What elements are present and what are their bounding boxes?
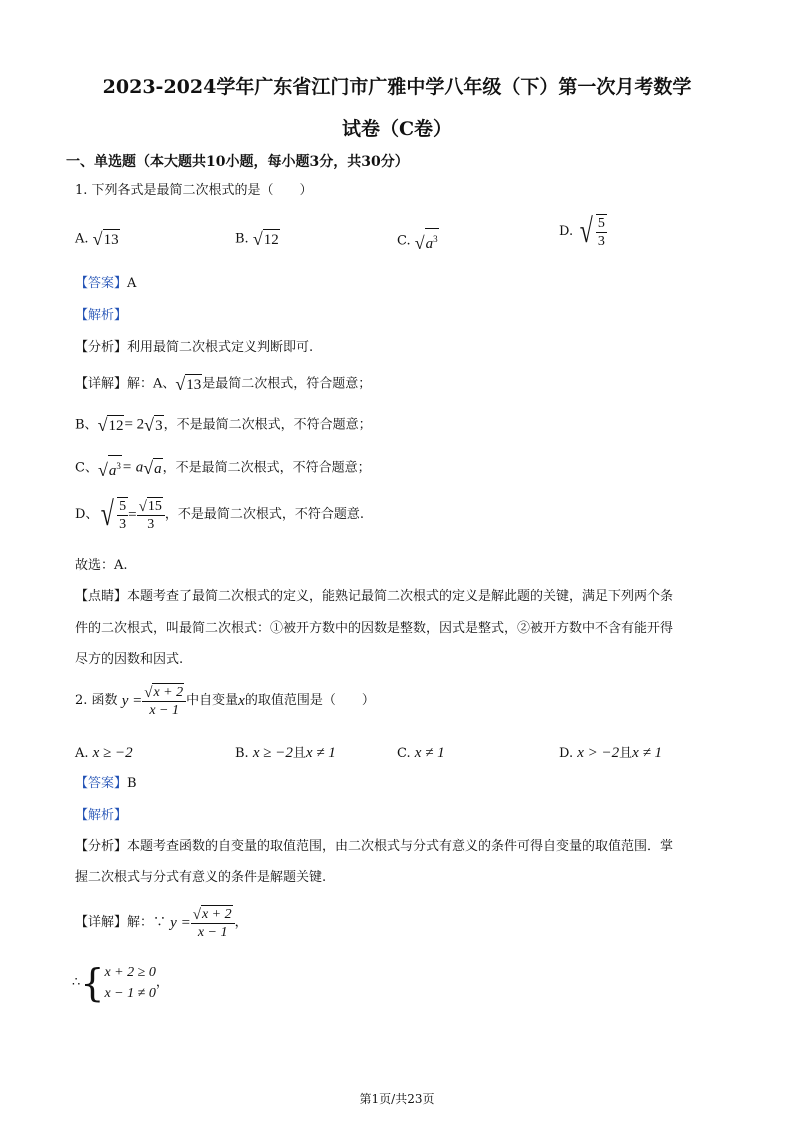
detail-text: ， — [155, 975, 169, 990]
sqrt-expression: √12 — [252, 229, 279, 249]
exponent: 3 — [116, 461, 121, 471]
point-text: 本题考查了最简二次根式的定义，能熟记最简二次根式的定义是解此题的关键，满足下列两个条 — [127, 589, 674, 604]
option-label: D. — [559, 746, 574, 761]
option-expression: x ≠ 1 — [632, 745, 663, 761]
q2-detail — [75, 905, 248, 941]
q1-option-d — [559, 214, 607, 250]
q1-choose: 故选：A. — [75, 558, 128, 573]
numerator: 5 — [119, 499, 127, 514]
option-label: C. — [397, 746, 411, 761]
q2-option-a — [75, 743, 133, 764]
sqrt-expression: √a — [143, 458, 162, 478]
detail-text: 解：∵ — [127, 915, 167, 930]
detail-tag: 【详解】 — [75, 915, 128, 930]
page-footer: 第1页/共23页 — [359, 1092, 435, 1106]
exponent: 3 — [433, 234, 438, 244]
answer-value: B — [127, 776, 137, 791]
denominator: 3 — [597, 234, 605, 249]
q1-detail-d — [75, 497, 364, 533]
radicand: x + 2 — [201, 907, 232, 922]
option-label: B. — [235, 231, 249, 247]
therefore-symbol: ∴ — [72, 975, 81, 990]
stem-text: 2. 函数 — [75, 693, 118, 708]
q1-answer — [75, 274, 136, 294]
sqrt-expression: √13 — [175, 374, 202, 394]
inequality: x − 1 ≠ 0 — [104, 986, 156, 1001]
q1-stem: 1. 下列各式是最简二次根式的是（ ） — [75, 183, 313, 198]
q2-analysis-tag: 【解析】 — [75, 808, 128, 823]
radicand: x + 2 — [153, 685, 184, 700]
q2-fenxi-line1 — [75, 837, 673, 857]
q1-detail-b — [75, 414, 372, 436]
detail-text: D、 — [75, 507, 99, 522]
equals-sign: = — [128, 507, 137, 523]
sqrt-expression: √3 — [144, 415, 163, 435]
q1-analysis-tag: 【解析】 — [75, 308, 128, 323]
detail-text: B、 — [75, 417, 98, 433]
fraction: $\frac{√x + 2}{x - 1}$ — [142, 683, 186, 719]
q2-option-d — [559, 743, 662, 764]
detail-text: ，不是最简二次根式，不符合题意； — [162, 460, 371, 476]
q1-detail-c — [75, 455, 371, 481]
function-y: y = — [121, 693, 143, 709]
detail-text: ，不是最简二次根式，不符合题意； — [163, 417, 372, 433]
detail-text: 解：A、 — [127, 376, 176, 392]
brace-icon: { — [80, 961, 105, 1005]
q2-option-c — [397, 743, 445, 764]
radicand: 12 — [107, 415, 124, 436]
answer-value: A — [127, 276, 137, 291]
fraction: $\frac{√x + 2}{x - 1}$ — [191, 905, 235, 941]
variable-x: x — [238, 693, 245, 709]
q1-option-b — [235, 228, 280, 250]
q1-option-a — [75, 228, 120, 250]
radicand: 13 — [185, 374, 202, 395]
option-conjunction: 且 — [619, 746, 633, 761]
equals-expression: = a — [121, 459, 144, 476]
radicand: a — [153, 458, 163, 479]
denominator: 3 — [147, 517, 155, 532]
detail-tag: 【详解】 — [75, 376, 128, 392]
answer-tag: 【答案】 — [75, 276, 128, 291]
option-expression: x > −2 — [577, 745, 620, 761]
sqrt-fraction: √ $\frac{5}{3}$ — [580, 213, 605, 250]
inequality: x + 2 ≥ 0 — [104, 965, 156, 980]
option-label: C. — [397, 233, 411, 249]
section-heading: 一、单选题（本大题共10小题，每小题3分，共30分） — [66, 154, 409, 170]
detail-text: ，不是最简二次根式，不符合题意. — [164, 507, 364, 522]
answer-tag: 【答案】 — [75, 776, 128, 791]
q1-point-line1 — [75, 587, 673, 607]
denominator: x − 1 — [149, 703, 179, 718]
radicand: 12 — [263, 229, 280, 250]
fenxi-tag: 【分析】 — [75, 839, 128, 854]
q1-option-c — [397, 228, 439, 254]
q1-fenxi — [75, 338, 313, 358]
numerator: 5 — [597, 216, 605, 231]
option-expression: x ≠ 1 — [414, 745, 445, 761]
option-expression: x ≠ 1 — [305, 745, 336, 761]
option-expression: x ≥ −2 — [252, 745, 293, 761]
option-label: A. — [75, 746, 89, 761]
stem-text: 的取值范围是（ ） — [244, 693, 375, 708]
sqrt-fraction: √ $\frac{5}{3}$ — [101, 496, 127, 533]
sqrt-expression: $√a^3$ — [98, 455, 122, 481]
fenxi-text: 利用最简二次根式定义判断即可. — [127, 340, 314, 355]
radicand: a — [108, 463, 117, 479]
radicand: a — [425, 236, 434, 252]
fraction: $\frac{√15}{3}$ — [137, 497, 165, 533]
option-label: D. — [559, 224, 574, 239]
sqrt-expression: √12 — [97, 415, 124, 435]
q2-stem — [75, 683, 375, 719]
detail-text: ， — [234, 915, 248, 930]
radicand: 13 — [103, 229, 120, 250]
fenxi-text: 本题考查函数的自变量的取值范围，由二次根式与分式有意义的条件可得自变量的取值范围．掌 — [127, 839, 674, 854]
q2-answer — [75, 774, 137, 794]
q2-system — [72, 962, 169, 1004]
point-tag: 【点睛】 — [75, 589, 128, 604]
q1-point-line3: 尽方的因数和因式. — [75, 652, 184, 667]
q2-option-b — [235, 743, 336, 764]
denominator: x − 1 — [197, 925, 228, 940]
detail-text: 是最简二次根式，符合题意； — [202, 376, 372, 392]
radicand: 15 — [147, 499, 162, 514]
option-expression: x ≥ −2 — [92, 745, 133, 761]
q1-point-line2: 件的二次根式，叫最简二次根式：①被开方数中的因数是整数，因式是整式，②被开方数中不含有能开得 — [75, 621, 674, 636]
radicand: 3 — [154, 415, 164, 436]
function-y: y = — [170, 915, 191, 931]
stem-text: 中自变量 — [186, 693, 239, 708]
sqrt-expression: $√a^3$ — [415, 228, 439, 254]
doc-title-line2: 试卷（C卷） — [341, 118, 453, 140]
option-label: B. — [235, 746, 249, 761]
denominator: 3 — [119, 517, 127, 532]
inequality-system — [104, 962, 155, 1004]
equals-expression: = 2 — [124, 416, 145, 433]
option-conjunction: 且 — [292, 746, 306, 761]
q2-fenxi-line2: 握二次根式与分式有意义的条件是解题关键. — [75, 870, 327, 885]
q1-detail-a — [75, 373, 371, 395]
sqrt-expression: √13 — [92, 229, 119, 249]
doc-title-line1: 2023-2024学年广东省江门市广雅中学八年级（下）第一次月考数学 — [102, 76, 692, 98]
detail-text: C、 — [75, 460, 98, 476]
fenxi-tag: 【分析】 — [75, 340, 128, 355]
option-label: A. — [75, 231, 89, 247]
